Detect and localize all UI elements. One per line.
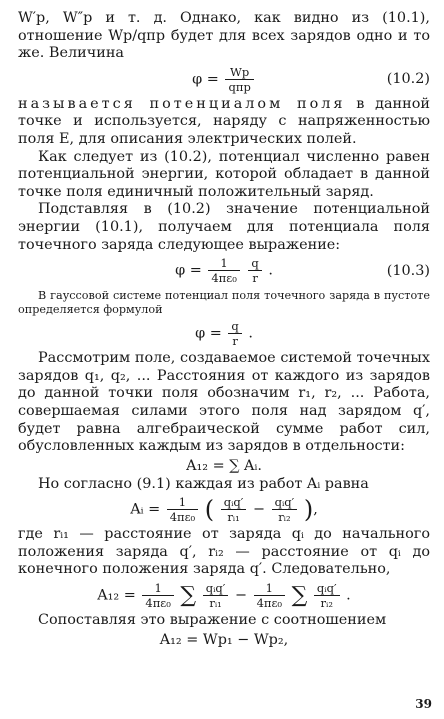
fraction-denominator: 4πε₀: [145, 596, 171, 611]
equation-10-2: [18, 65, 430, 94]
fraction: [314, 581, 340, 610]
equation-10-3: [18, 256, 430, 285]
fraction-numerator: q: [248, 256, 261, 271]
fraction-numerator: 1: [254, 581, 285, 596]
fraction-numerator: 1: [167, 495, 198, 510]
fraction-denominator: r: [252, 271, 258, 286]
fraction-denominator: 4πε₀: [256, 596, 283, 611]
equation-gauss: [18, 319, 430, 348]
fraction-numerator: qᵢq′: [314, 581, 340, 596]
fraction-denominator: 4πε₀: [211, 271, 237, 286]
fraction: [248, 256, 261, 285]
paragraph-7: где rᵢ₁ — расстояние от заряда qᵢ до начального положения заряда q′, rᵢ₂ — расстояние от qᵢ до конечного положения заряда q′. Следовательно,: [18, 526, 430, 578]
eq-lhs: φ =: [175, 262, 202, 279]
eq-tail: .: [346, 587, 351, 604]
paragraph-8: Сопоставляя это выражение с соотношением: [38, 612, 387, 629]
fraction: [167, 495, 198, 524]
eq-tail: .: [268, 262, 273, 279]
fraction: [203, 581, 229, 610]
fraction-denominator: qпр: [228, 79, 251, 94]
fraction-numerator: 1: [142, 581, 173, 596]
minus-sign: −: [234, 587, 248, 604]
fraction-denominator: rᵢ₂: [278, 510, 291, 525]
fraction: [208, 256, 239, 285]
fraction-numerator: 1: [208, 256, 239, 271]
paragraph-2: [18, 96, 430, 149]
paragraph-4: Подставляя в (10.2) значение потенциальной энергии (10.1), получаем для потенциала поля точечного заряда следующее выражение:: [18, 201, 430, 253]
eq-lhs: A₁₂ =: [97, 587, 136, 604]
fraction-denominator: 4πε₀: [169, 510, 196, 525]
fraction-numerator: qᵢq′: [272, 495, 298, 510]
footnote-gauss: В гауссовой системе потенциал поля точечного заряда в пустоте определяется формулой: [18, 289, 430, 317]
fraction: [254, 581, 285, 610]
equation-sum: A₁₂ = ∑ Aᵢ.: [186, 457, 262, 474]
fraction: [142, 581, 173, 610]
minus-sign: −: [252, 501, 265, 518]
equation-a12: [18, 581, 430, 610]
eq-tail: ,: [313, 501, 318, 518]
eq-lhs: φ =: [195, 325, 222, 342]
sum-sign: ∑: [180, 583, 197, 609]
fraction-numerator: qᵢq′: [203, 581, 229, 596]
fraction-numerator: Wp: [225, 65, 253, 80]
right-paren: ): [303, 495, 314, 524]
eq-tail: .: [248, 325, 253, 342]
eq-lhs: φ =: [192, 71, 219, 88]
spaced-term: называется потенциалом поля: [18, 95, 346, 112]
equation-number: (10.3): [386, 262, 430, 279]
equation-last: A₁₂ = Wp₁ − Wp₂,: [159, 631, 289, 648]
equation-number: (10.2): [386, 71, 430, 88]
fraction-denominator: rᵢ₁: [227, 510, 240, 525]
fraction-denominator: rᵢ₂: [320, 596, 333, 611]
fraction: [225, 65, 253, 94]
fraction: [221, 495, 247, 524]
fraction: [272, 495, 298, 524]
fraction-numerator: qᵢq′: [221, 495, 247, 510]
fraction-numerator: q: [228, 319, 241, 334]
fraction: [228, 319, 241, 348]
left-paren: (: [204, 495, 215, 524]
page-number: 39: [415, 697, 432, 711]
paragraph-6: Но согласно (9.1) каждая из работ Aᵢ равна: [38, 475, 369, 492]
fraction-denominator: r: [232, 334, 238, 349]
fraction-denominator: rᵢ₁: [209, 596, 222, 611]
paragraph-3: Как следует из (10.2), потенциал численно равен потенциальной энергии, которой обладает в данной точке поля единичный положительный заряд.: [18, 148, 430, 200]
paragraph-1: W′p, W″p и т. д. Однако, как видно из (10.1), отношение Wp/qпр будет для всех зарядов одно и то же. Величина: [18, 10, 430, 62]
paragraph-2-rest: в данной точке и используется, наряду с напряженностью поля E, для описания электрических полей.: [18, 95, 430, 147]
equation-ai: [18, 495, 430, 524]
sum-sign: ∑: [291, 583, 308, 609]
eq-lhs: Aᵢ =: [130, 501, 161, 518]
paragraph-5: Рассмотрим поле, создаваемое системой точечных зарядов q₁, q₂, ... Расстояния от каждого из зарядов до данной точки поля обозначим r₁, r₂, ... Работа, совершаемая силами этого поля над зарядом q′, будет равна алгебраической сумме работ сил, обусловленных каждым из зарядов в отдельности:: [18, 350, 430, 455]
